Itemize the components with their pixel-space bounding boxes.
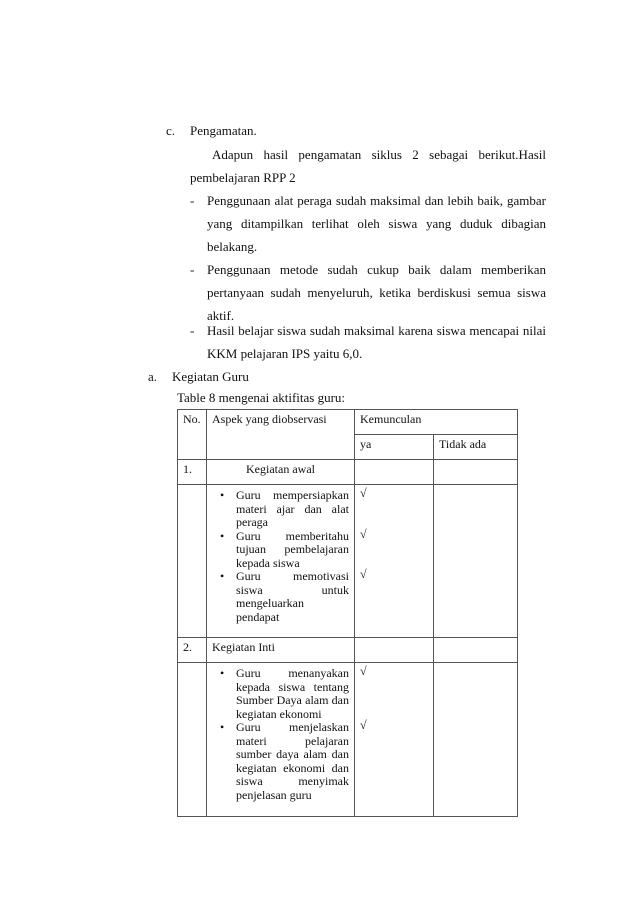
bullet-item: • Guru menjelaskan materi pelajaran sumber daya alam dan kegiatan ekonomi dan siswa menyimak penjelasan guru (236, 721, 349, 802)
empty-cell (434, 638, 518, 663)
item-3-line-2: KKM pelajaran IPS yaitu 6,0. (207, 346, 363, 361)
item-1-line-3: belakang. (207, 239, 258, 254)
section-c-title: Pengamatan. (190, 123, 257, 138)
empty-cell (355, 638, 434, 663)
dash-marker: - (190, 323, 195, 338)
bullet-item: • Guru memotivasi siswa untuk mengeluarkan pendapat (236, 570, 349, 624)
header-yes: ya (355, 435, 434, 460)
section-number: 2. (178, 638, 207, 663)
section-a-label: a. (148, 369, 158, 384)
table-row (178, 485, 518, 638)
empty-cell (434, 485, 518, 638)
dash-marker: - (190, 193, 195, 208)
check-mark: √ (360, 718, 367, 732)
check-cell (355, 663, 434, 817)
section-title: Kegiatan Inti (207, 638, 355, 663)
table-caption: Table 8 mengenai aktifitas guru: (177, 390, 346, 405)
empty-cell (434, 460, 518, 485)
table-row (178, 663, 518, 817)
check-mark: √ (360, 567, 367, 581)
table-header-row (178, 410, 518, 435)
item-2-line-1: Penggunaan metode sudah cukup baik dalam memberikan (207, 262, 546, 277)
intro-line-2: pembelajaran RPP 2 (190, 170, 296, 185)
intro-line-1: Adapun hasil pengamatan siklus 2 sebagai berikut.Hasil (212, 147, 546, 162)
bullet-item: • Guru mempersiapkan materi ajar dan alat peraga (236, 489, 349, 530)
check-cell (355, 485, 434, 638)
section-number: 1. (178, 460, 207, 485)
check-mark: √ (360, 486, 367, 500)
section-c-label: c. (166, 123, 176, 138)
item-1-line-2: yang ditampilkan terlihat oleh siswa yang duduk dibagian (207, 216, 546, 231)
table-row (178, 460, 518, 485)
section-title: Kegiatan awal (207, 460, 355, 485)
header-emergence: Kemunculan (355, 410, 518, 435)
bullet-item: • Guru menanyakan kepada siswa tentang Sumber Daya alam dan kegiatan ekonomi (236, 667, 349, 721)
empty-cell (178, 485, 207, 638)
item-2-line-3: aktif. (207, 308, 235, 323)
item-1-line-1: Penggunaan alat peraga sudah maksimal dan lebih baik, gambar (207, 193, 546, 208)
bullet-cell (207, 663, 355, 817)
item-3-line-1: Hasil belajar siswa sudah maksimal karena siswa mencapai nilai (207, 323, 546, 338)
header-no: No. (178, 410, 207, 460)
bullet-cell (207, 485, 355, 638)
empty-cell (355, 460, 434, 485)
bullet-item: • Guru memberitahu tujuan pembelajaran kepada siswa (236, 530, 349, 571)
empty-cell (434, 663, 518, 817)
empty-cell (178, 663, 207, 817)
dash-marker: - (190, 262, 195, 277)
check-mark: √ (360, 526, 367, 541)
item-2-line-2: pertanyaan sudah menyeluruh, ketika berdiskusi semua siswa (207, 285, 546, 300)
section-a-title: Kegiatan Guru (172, 369, 249, 384)
header-aspect: Aspek yang diobservasi (207, 410, 355, 460)
header-none: Tidak ada (434, 435, 518, 460)
check-mark: √ (360, 664, 367, 678)
table-row (178, 638, 518, 663)
observation-table (177, 409, 518, 817)
